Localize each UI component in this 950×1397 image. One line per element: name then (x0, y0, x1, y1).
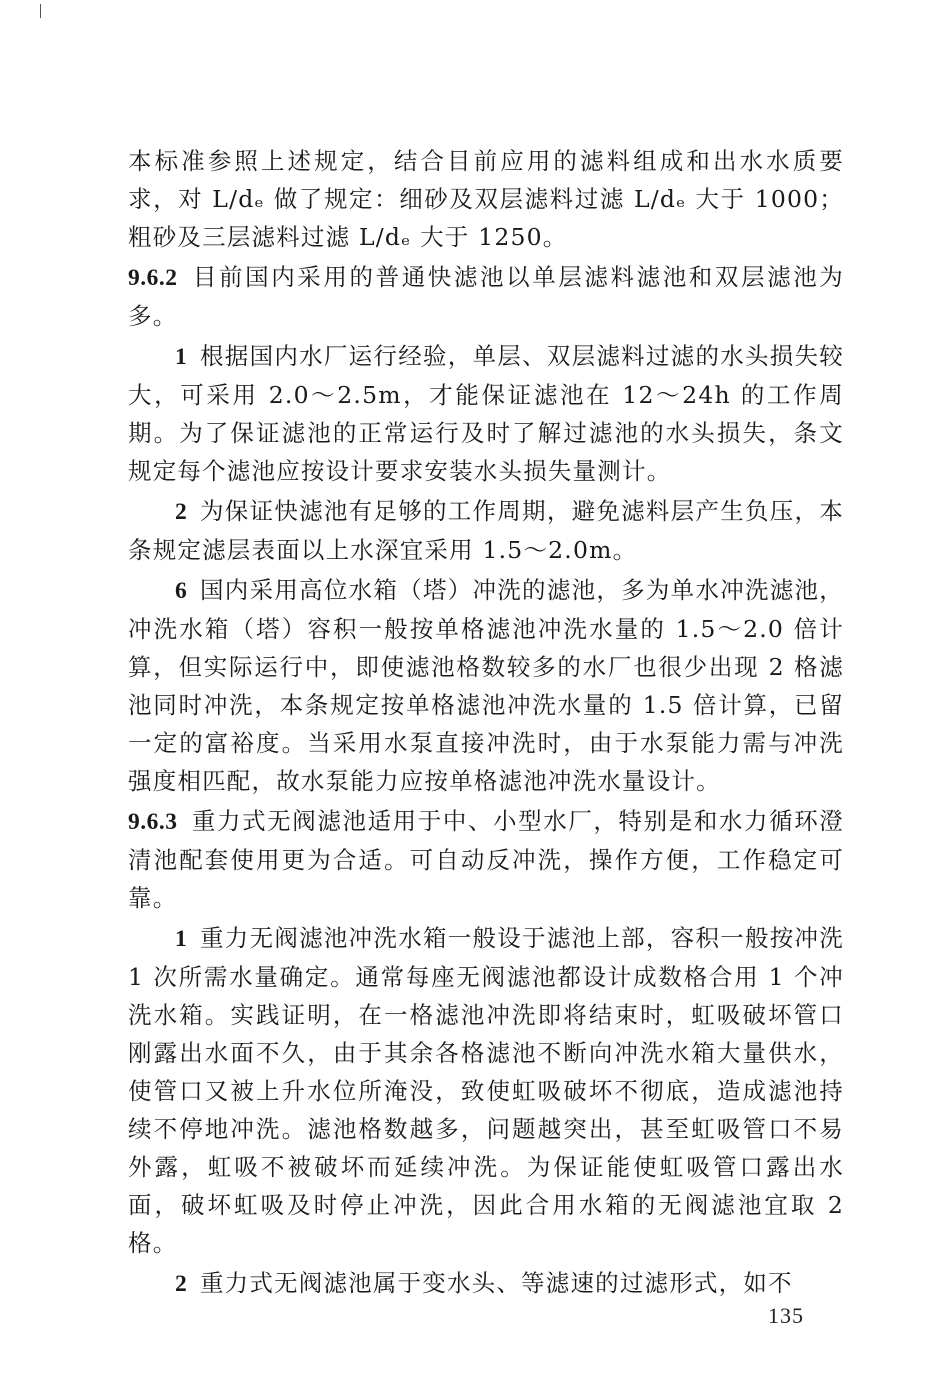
item-number: 1 (175, 344, 188, 370)
item-number: 6 (175, 578, 188, 604)
paragraph-text: 本标准参照上述规定，结合目前应用的滤料组成和出水水质要求，对 L/dₑ 做了规定：细砂及双层滤料过滤 L/dₑ 大于 1000；粗砂及三层滤料过滤 L/dₑ 大于 1250。 (128, 147, 844, 251)
scan-edge-mark (40, 4, 41, 18)
item-paragraph (128, 919, 844, 1262)
paragraph-text: 重力式无阀滤池属于变水头、等滤速的过滤形式，如不 (199, 1269, 793, 1297)
clause-paragraph (128, 802, 844, 917)
paragraph-text: 根据国内水厂运行经验，单层、双层滤料过滤的水头损失较大，可采用 2.0～2.5m，才能保证滤池在 12～24h 的工作周期。为了保证滤池的正常运行及时了解过滤池的水头损失，条文规定每个滤池应按设计要求安装水头损失量测计。 (128, 342, 844, 485)
clause-number: 9.6.2 (128, 265, 178, 291)
page-number: 135 (768, 1303, 804, 1328)
item-paragraph (128, 492, 844, 569)
item-paragraph (128, 337, 844, 490)
item-paragraph (128, 1264, 844, 1303)
item-paragraph (128, 571, 844, 800)
paragraph-text: 为保证快滤池有足够的工作周期，避免滤料层产生负压，本条规定滤层表面以上水深宜采用 1.5～2.0m。 (128, 497, 844, 564)
item-number: 2 (175, 499, 188, 525)
paragraph-text: 国内采用高位水箱（塔）冲洗的滤池，多为单水冲洗滤池，冲洗水箱（塔）容积一般按单格滤池冲洗水量的 1.5～2.0 倍计算，但实际运行中，即使滤池格数较多的水厂也很少出现 2 格滤池同时冲洗，本条规定按单格滤池冲洗水量的 1.5 倍计算，已留一定的富裕度。当采用水泵直接冲洗时，由于水泵能力需与冲洗强度相匹配，故水泵能力应按单格滤池冲洗水量设计。 (128, 576, 844, 795)
body-text (128, 142, 844, 1305)
clause-paragraph (128, 258, 844, 335)
paragraph-text: 目前国内采用的普通快滤池以单层滤料滤池和双层滤池为多。 (128, 263, 844, 330)
clause-number: 9.6.3 (128, 809, 178, 835)
paragraph-text: 重力式无阀滤池适用于中、小型水厂，特别是和水力循环澄清池配套使用更为合适。可自动反冲洗，操作方便，工作稳定可靠。 (128, 807, 844, 912)
item-number: 2 (175, 1271, 188, 1297)
item-number: 1 (175, 926, 188, 952)
paragraph-text: 重力无阀滤池冲洗水箱一般设于滤池上部，容积一般按冲洗 1 次所需水量确定。通常每座无阀滤池都设计成数格合用 1 个冲洗水箱。实践证明，在一格滤池冲洗即将结束时，虹吸破坏管口刚露出水面不久，由于其余各格滤池不断向冲洗水箱大量供水，使管口又被上升水位所淹没，致使虹吸破坏不彻底，造成滤池持续不停地冲洗。滤池格数越多，问题越突出，甚至虹吸管口不易外露，虹吸不被破坏而延续冲洗。为保证能使虹吸管口露出水面，破坏虹吸及时停止冲洗，因此合用水箱的无阀滤池宜取 2 格。 (128, 924, 844, 1257)
paragraph-continuation (128, 142, 844, 256)
